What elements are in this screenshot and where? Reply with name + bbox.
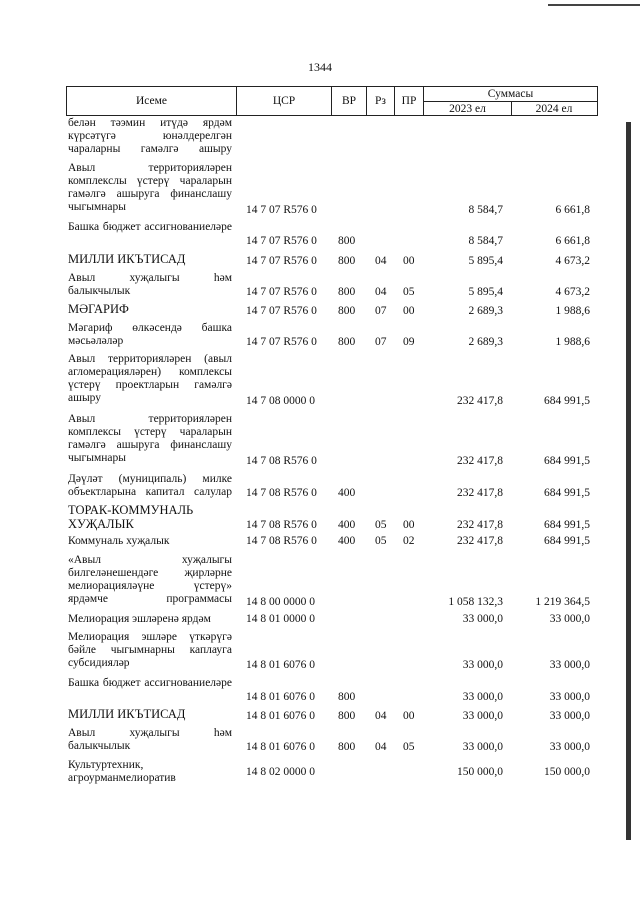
row-csr: 14 8 02 0000 0 [246,766,315,778]
table-row [0,117,640,157]
row-rz: 04 [375,286,387,298]
row-rz: 04 [375,255,387,267]
table-row [0,303,640,318]
header-vr: ВР [332,87,367,115]
row-name: Коммуналь хуҗалык [68,535,170,547]
row-amount-2024: 684 991,5 [544,455,590,467]
row-vr: 800 [338,286,356,298]
row-amount-2023: 33 000,0 [462,710,503,722]
row-amount-2024: 1 219 364,5 [535,596,590,608]
table-row [0,554,640,609]
row-amount-2024: 1 988,6 [555,336,590,348]
row-pr: 00 [403,519,415,531]
row-name: Дәүләт (муниципаль) милке объектларына капитал салулар [68,473,232,498]
row-vr: 400 [338,487,356,499]
row-name: Авыл территорияләрен комплексы үстерү чараларын гамәлгә ашыруга финанслашу чыгымнары [68,413,232,464]
row-amount-2024: 6 661,8 [555,235,590,247]
header-pr: ПР [395,87,424,115]
row-csr: 14 7 07 R576 0 [246,286,317,298]
row-amount-2024: 33 000,0 [549,741,590,753]
table-row [0,221,640,248]
row-csr: 14 7 07 R576 0 [246,305,317,317]
table-row [0,162,640,217]
row-amount-2023: 33 000,0 [462,741,503,753]
table-row [0,413,640,468]
row-amount-2023: 232 417,8 [457,455,503,467]
row-pr: 02 [403,535,415,547]
row-vr: 800 [338,235,356,247]
row-amount-2024: 684 991,5 [544,535,590,547]
row-amount-2024: 1 988,6 [555,305,590,317]
row-name: Авыл территорияләрен комплекслы үстерү чараларын гамәлгә ашыруга финанслашу чыгымнары [68,162,232,213]
header-name: Исеме [67,87,237,115]
table-row [0,727,640,754]
row-name: МИЛЛИ ИКЪТИСАД [68,252,186,266]
row-amount-2023: 232 417,8 [457,487,503,499]
row-vr: 400 [338,519,356,531]
row-amount-2024: 150 000,0 [544,766,590,778]
row-name: Мелиорация эшләренә ярдәм [68,613,211,625]
row-amount-2023: 232 417,8 [457,395,503,407]
row-csr: 14 7 08 0000 0 [246,395,315,407]
row-name: «Авыл хуҗалыгы билгеләнешендәге җирләрне мелиорацияләүне үстерү» ярдәмче программасы [68,554,232,605]
table-row [0,322,640,349]
row-amount-2024: 33 000,0 [549,613,590,625]
row-amount-2023: 150 000,0 [457,766,503,778]
header-rz: Рз [367,87,395,115]
row-csr: 14 8 00 0000 0 [246,596,315,608]
row-amount-2024: 4 673,2 [555,286,590,298]
row-amount-2023: 2 689,3 [468,305,503,317]
row-amount-2024: 684 991,5 [544,519,590,531]
table-header [66,86,598,116]
row-amount-2024: 33 000,0 [549,691,590,703]
row-csr: 14 7 07 R576 0 [246,336,317,348]
row-csr: 14 8 01 0000 0 [246,613,315,625]
row-csr: 14 7 08 R576 0 [246,535,317,547]
row-csr: 14 8 01 6076 0 [246,659,315,671]
row-vr: 800 [338,710,356,722]
row-rz: 04 [375,741,387,753]
row-csr: 14 8 01 6076 0 [246,691,315,703]
row-name: Авыл хуҗалыгы һәм балыкчылык [68,272,232,297]
row-amount-2023: 5 895,4 [468,286,503,298]
table-row [0,708,640,723]
row-name: МӘГАРИФ [68,302,129,316]
row-csr: 14 7 08 R576 0 [246,455,317,467]
row-amount-2023: 232 417,8 [457,535,503,547]
row-pr: 05 [403,286,415,298]
row-name: МИЛЛИ ИКЪТИСАД [68,707,186,721]
row-name: ТОРАК-КОММУНАЛЬ ХУҖАЛЫК [68,503,194,531]
table-row [0,272,640,299]
row-csr: 14 7 08 R576 0 [246,519,317,531]
row-rz: 07 [375,305,387,317]
row-amount-2024: 684 991,5 [544,395,590,407]
row-vr: 800 [338,741,356,753]
row-name: Мәгариф өлкәсендә башка мәсьәләләр [68,322,232,347]
row-amount-2023: 33 000,0 [462,659,503,671]
table-row [0,503,640,532]
header-sum: Суммасы [424,87,597,102]
row-vr: 800 [338,305,356,317]
row-amount-2024: 33 000,0 [549,659,590,671]
row-csr: 14 7 07 R576 0 [246,204,317,216]
row-pr: 00 [403,305,415,317]
row-amount-2024: 4 673,2 [555,255,590,267]
row-pr: 09 [403,336,415,348]
row-pr: 05 [403,741,415,753]
row-csr: 14 7 07 R576 0 [246,235,317,247]
row-amount-2023: 232 417,8 [457,519,503,531]
row-amount-2023: 8 584,7 [468,204,503,216]
table-row [0,473,640,500]
row-amount-2024: 684 991,5 [544,487,590,499]
row-amount-2023: 33 000,0 [462,691,503,703]
row-name: Авыл хуҗалыгы һәм балыкчылык [68,727,232,752]
row-rz: 05 [375,519,387,531]
row-amount-2023: 33 000,0 [462,613,503,625]
table-row [0,631,640,672]
row-csr: 14 7 08 R576 0 [246,487,317,499]
row-vr: 800 [338,691,356,703]
row-name: Авыл территорияләрен (авыл агломерацияләрен) комплексы үстерү проектларын гамәлгә ашыру [68,353,232,404]
row-vr: 800 [338,255,356,267]
row-vr: 400 [338,535,356,547]
row-csr: 14 8 01 6076 0 [246,710,315,722]
top-edge-line [548,4,640,6]
row-name: Мелиорация эшләре үткәрүгә бәйле чыгымнарны каплауга субсидияләр [68,631,232,669]
row-vr: 800 [338,336,356,348]
table-row [0,759,640,786]
row-pr: 00 [403,710,415,722]
row-amount-2024: 6 661,8 [555,204,590,216]
row-rz: 07 [375,336,387,348]
row-name: Башка бюджет ассигнованиеләре [68,677,232,689]
row-csr: 14 7 07 R576 0 [246,255,317,267]
row-rz: 05 [375,535,387,547]
row-rz: 04 [375,710,387,722]
row-name: Культуртехник, агроурманмелиоратив [68,759,176,784]
header-csr: ЦСР [237,87,332,115]
table-row [0,353,640,408]
page-number: 1344 [308,60,332,74]
row-pr: 00 [403,255,415,267]
header-year-2023: 2023 ел [424,101,512,116]
row-csr: 14 8 01 6076 0 [246,741,315,753]
header-year-2024: 2024 ел [535,102,573,115]
row-amount-2023: 2 689,3 [468,336,503,348]
table-row [0,535,640,548]
table-row [0,613,640,626]
row-amount-2024: 33 000,0 [549,710,590,722]
row-name: белән тәэмин итүдә ярдәм күрсәтүгә юнәлдерелгән чараларны гамәлгә ашыру [68,117,232,155]
row-amount-2023: 1 058 132,3 [448,596,503,608]
table-row [0,677,640,704]
table-row [0,253,640,268]
row-amount-2023: 5 895,4 [468,255,503,267]
row-amount-2023: 8 584,7 [468,235,503,247]
row-name: Башка бюджет ассигнованиеләре [68,221,232,233]
